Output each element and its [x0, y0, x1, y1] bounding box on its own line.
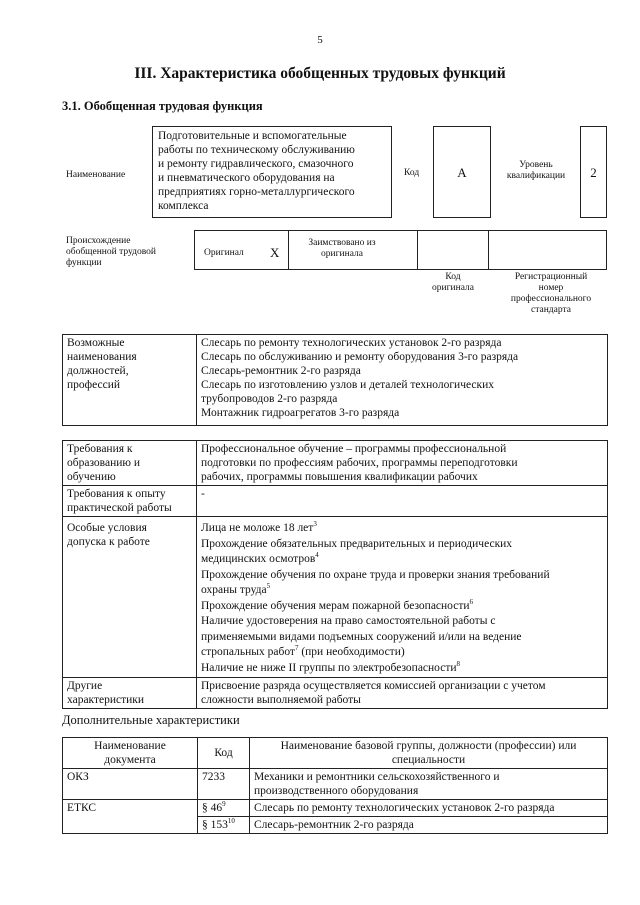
- position-item: Монтажник гидроагрегатов 3-го разряда: [201, 407, 400, 419]
- table-row: [63, 800, 608, 817]
- positions-table: [62, 334, 608, 426]
- reg-number-caption: [495, 272, 607, 316]
- page-number: 5: [317, 34, 323, 46]
- origin-label: [66, 236, 156, 269]
- label-line: Требования к опыту: [67, 488, 166, 500]
- borrowed-label-line: оригинала: [321, 249, 363, 259]
- label-line: обучению: [67, 471, 116, 483]
- value-line: применяемыми видами подъемных сооружений и/или на ведение: [201, 630, 522, 643]
- etks-doc: ЕТКС: [63, 800, 198, 834]
- value-line: Прохождение обучения мерам пожарной безопасности$^6$: [201, 597, 474, 612]
- etks-name: Слесарь-ремонтник 2-го разряда: [250, 817, 608, 834]
- origin-divider: [288, 230, 289, 270]
- label-line: допуска к работе: [67, 536, 150, 548]
- borrowed-label-line: Заимствовано из: [308, 238, 376, 248]
- position-item: трубопроводов 2-го разряда: [201, 393, 338, 405]
- caption-line: профессионального: [510, 294, 592, 304]
- function-name-box: [152, 126, 392, 218]
- experience-value: [197, 486, 608, 517]
- origin-label-line: функции: [66, 258, 102, 268]
- caption-line: оригинала: [432, 283, 474, 293]
- code-value: А: [457, 165, 467, 180]
- other-value: [197, 678, 608, 709]
- value-line: Присвоение разряда осуществляется комиссией организации с учетом: [201, 680, 546, 692]
- header-line: Наименование базовой группы, должности (профессии) или: [280, 740, 577, 752]
- okz-code: 7233: [198, 769, 250, 800]
- caption-line: номер: [538, 283, 564, 293]
- caption-line: стандарта: [531, 305, 571, 315]
- label-line: наименования: [67, 351, 137, 363]
- function-name-line: и пневматического оборудования на: [158, 172, 335, 184]
- okz-name: [250, 769, 608, 800]
- label-line: профессий: [67, 379, 121, 391]
- header-line: Наименование: [94, 740, 166, 752]
- function-name-line: предприятиях горно-металлургического: [158, 186, 355, 198]
- qualification-label-line: Уровень: [519, 160, 553, 170]
- label-line: Особые условия: [67, 522, 147, 534]
- original-mark: X: [270, 245, 280, 260]
- origin-label-line: обобщенной трудовой: [66, 247, 156, 257]
- value-line: рабочих, программы повышения квалификации рабочих: [201, 471, 478, 483]
- requirements-table: [62, 440, 608, 709]
- label-line: практической работы: [67, 502, 172, 514]
- label-line: Требования к: [67, 443, 133, 455]
- label-line: характеристики: [67, 694, 145, 706]
- value-line: стропальных работ$^7$ (при необходимости): [201, 644, 405, 658]
- origin-divider: [488, 230, 489, 270]
- label-line: Другие: [67, 680, 103, 692]
- etks-code: § $46^9$: [198, 800, 250, 817]
- position-item: Слесарь по изготовлению узлов и деталей технологических: [201, 379, 494, 391]
- qualification-label: [498, 160, 574, 182]
- table-row: [63, 441, 608, 486]
- value-line: сложности выполняемой работы: [201, 694, 361, 706]
- value-line: Профессиональное обучение – программы профессиональной: [201, 443, 507, 455]
- code-label: Код: [404, 168, 420, 178]
- section-title: III. Характеристика обобщенных трудовых функций: [134, 65, 506, 82]
- value-line: производственного оборудования: [254, 785, 419, 797]
- experience-label: [63, 486, 197, 517]
- etks-name: Слесарь по ремонту технологических установок 2-го разряда: [250, 800, 608, 817]
- special-conditions-label: [63, 517, 197, 678]
- col-doc-header: [63, 738, 198, 769]
- special-conditions-value: [197, 517, 608, 678]
- value-line: подготовки по профессиям рабочих, программы переподготовки: [201, 457, 518, 469]
- positions-label: [63, 335, 197, 426]
- label-line: должностей,: [67, 365, 129, 377]
- header-line: специальности: [391, 754, 466, 766]
- education-value: [197, 441, 608, 486]
- value-line: Наличие удостоверения на право самостоятельной работы с: [201, 615, 496, 627]
- origin-table: [194, 230, 607, 270]
- original-label: Оригинал: [204, 248, 244, 258]
- function-name-line: Подготовительные и вспомогательные: [158, 130, 347, 142]
- table-row: [63, 335, 608, 426]
- caption-line: Код: [445, 272, 461, 282]
- position-item: Слесарь-ремонтник 2-го разряда: [201, 365, 361, 377]
- function-name-line: комплекса: [158, 200, 209, 212]
- name-label: Наименование: [66, 170, 126, 180]
- label-line: Возможные: [67, 337, 125, 349]
- table-header-row: [63, 738, 608, 769]
- value-line: Лица не моложе 18 лет$^3$: [201, 520, 317, 534]
- value-line: медицинских осмотров$^4$: [201, 551, 319, 565]
- value-line: охраны труда$^5$: [201, 582, 271, 596]
- table-row: [63, 486, 608, 517]
- col-code-header: Код: [198, 738, 250, 769]
- origin-divider: [417, 230, 418, 270]
- code-original-caption: [420, 272, 486, 294]
- value-line: Прохождение обязательных предварительных и периодических: [201, 537, 513, 550]
- other-label: [63, 678, 197, 709]
- okz-doc: ОКЗ: [63, 769, 198, 800]
- etks-code: § $153^{10}$: [198, 817, 250, 834]
- table-row: [63, 678, 608, 709]
- qualification-level-box: [580, 126, 607, 218]
- position-item: Слесарь по ремонту технологических установок 2-го разряда: [201, 337, 502, 349]
- subsection-title: 3.1. Обобщенная трудовая функция: [62, 99, 263, 113]
- additional-title: Дополнительные характеристики: [62, 713, 240, 727]
- table-row: [63, 517, 608, 678]
- borrowed-label: [290, 238, 394, 260]
- qualification-label-line: квалификации: [506, 171, 566, 181]
- function-name-line: работы по техническому обслуживанию: [158, 144, 355, 156]
- value-line: -: [201, 488, 205, 500]
- qualification-level-value: 2: [590, 165, 597, 180]
- col-name-header: [250, 738, 608, 769]
- header-line: документа: [104, 754, 156, 766]
- function-name-line: и ремонту гидравлического, смазочного: [158, 158, 354, 170]
- label-line: образованию и: [67, 457, 140, 469]
- value-line: Наличие не ниже II группы по электробезопасности$^8$: [201, 659, 461, 674]
- value-line: Прохождение обучения по охране труда и проверки знания требований: [201, 568, 550, 581]
- table-row: [63, 769, 608, 800]
- caption-line: Регистрационный: [514, 272, 588, 282]
- positions-values: [197, 335, 608, 426]
- education-label: [63, 441, 197, 486]
- position-item: Слесарь по обслуживанию и ремонту оборудования 3-го разряда: [201, 351, 519, 363]
- code-value-box: [433, 126, 491, 218]
- additional-table: [62, 737, 608, 834]
- value-line: Механики и ремонтники сельскохозяйственного и: [254, 771, 500, 783]
- origin-label-line: Происхождение: [66, 236, 131, 246]
